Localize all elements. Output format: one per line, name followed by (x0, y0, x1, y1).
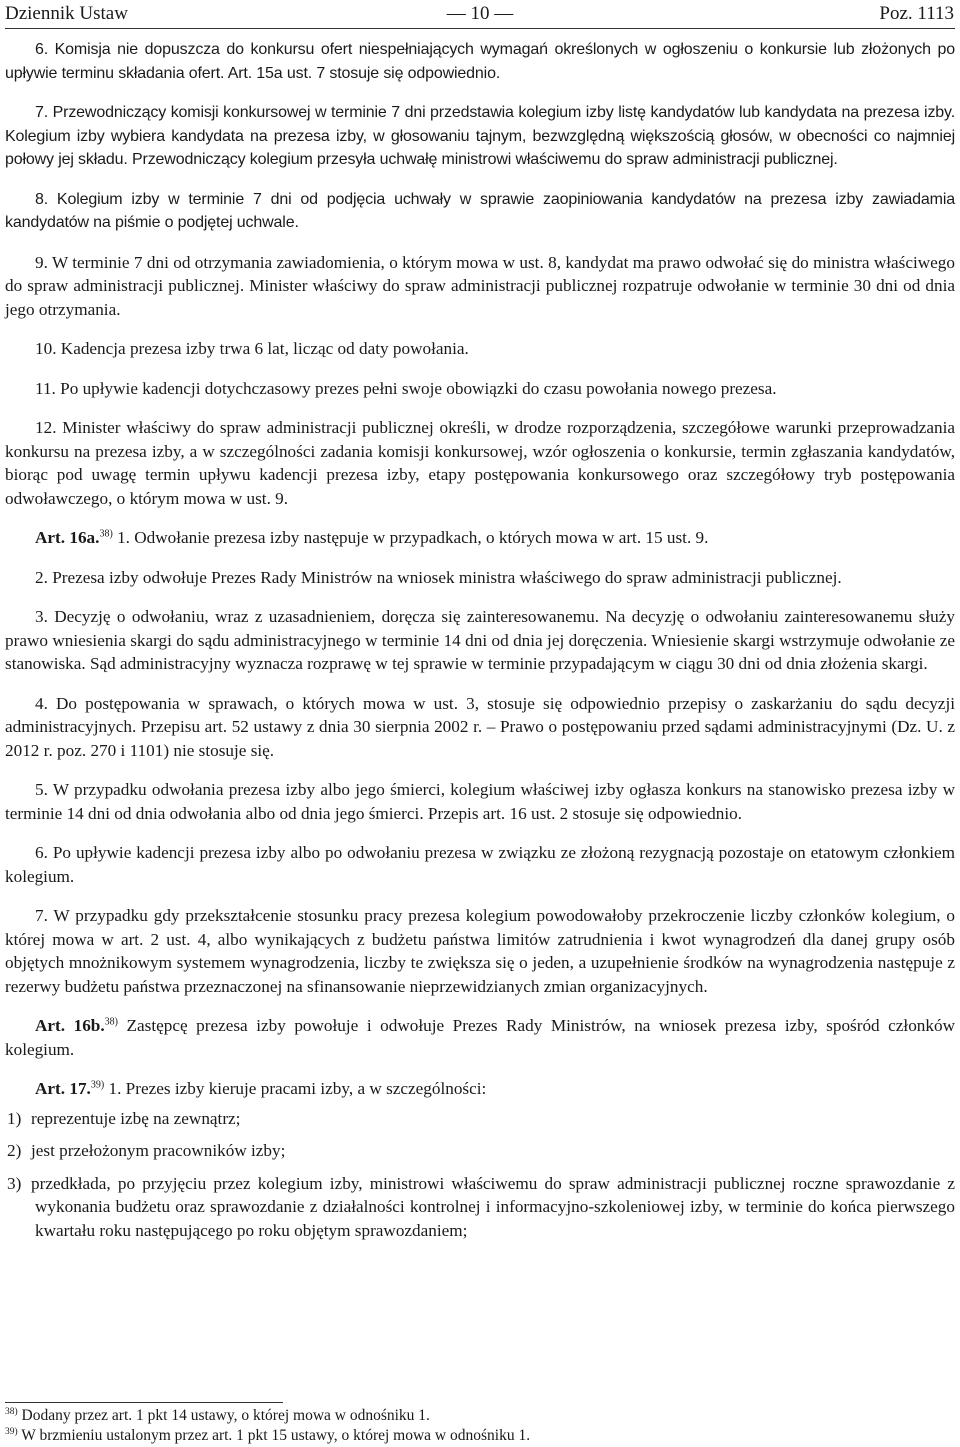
footnote-ref-38: 38) (99, 528, 113, 540)
page-number: — 10 — (446, 3, 514, 24)
position-number: Poz. 1113 (879, 3, 954, 24)
footnote-38 (5, 1406, 955, 1426)
article-16b (5, 1014, 955, 1061)
list-item-number: 3) (7, 1173, 22, 1193)
list-item-number: 2) (7, 1141, 22, 1160)
article-16a-par-6: 6. Po upływie kadencji prezesa izby albo po odwołaniu prezesa w związku ze złożoną rezygnacją pozostaje on etatowym członkiem kolegium. (5, 843, 955, 886)
footnote-mark: 39) (5, 1426, 18, 1437)
article-16a-par-2: 2. Prezesa izby odwołuje Prezes Rady Ministrów na wniosek ministra właściwego do spraw administracji publicznej. (35, 567, 842, 587)
footnote-divider (5, 1402, 283, 1403)
header-divider (5, 28, 955, 29)
article-16a-heading: Art. 16a. (35, 528, 100, 547)
footnote-text: W brzmieniu ustalonym przez art. 1 pkt 15 ustawy, o której mowa w odnośniku 1. (17, 1427, 531, 1444)
paragraph-7: 7. Przewodniczący komisji konkursowej w terminie 7 dni przedstawia kolegium izby listę kandydatów lub kandydata na prezesa izby. Kolegium izby wybiera kandydata na prezesa izby, w głosowaniu tajnym, bezwzględną większością głosów, w obecności co najmniej połowy jej składu. Przewodniczący kolegium przesyła uchwałę ministrowi właściwemu do spraw administracji publicznej. (5, 104, 955, 168)
list-item (5, 1139, 955, 1163)
article-16a-par-4: 4. Do postępowania w sprawach, o których mowa w ust. 3, stosuje się odpowiednio przepisy o zaskarżaniu do sądu decyzji administracyjnych. Przepisu art. 52 ustawy z dnia 30 sierpnia 2002 r. – Prawo o postępowaniu przed sądami administracyjnymi (Dz. U. z 2012 r. poz. 270 i 1101) nie stosuje się. (5, 693, 955, 760)
footnotes (5, 1406, 955, 1446)
paragraph-12: 12. Minister właściwy do spraw administracji publicznej określi, w drodze rozporządzenia, szczegółowe warunki przeprowadzania konkursu na prezesa izby, a w szczególności zadania komisji konkursowej, wzór ogłoszenia o konkursie, termin zgłaszania kandydatów, biorąc pod uwagę termin upływu kadencji prezesa izby, etapy postępowania konkursowego oraz szczegółowy tryb postępowania odwoławczego, o którym mowa w ust. 9. (5, 418, 955, 508)
article-16a-lead: 1. Odwołanie prezesa izby następuje w przypadkach, o których mowa w art. 15 ust. 9. (112, 528, 709, 547)
article-16a (5, 526, 955, 550)
footnote-mark: 38) (5, 1406, 18, 1417)
paragraph-6: 6. Komisja nie dopuszcza do konkursu ofert niespełniających wymagań określonych w ogłoszeniu o konkursie lub złożonych po upływie terminu składania ofert. Art. 15a ust. 7 stosuje się odpowiednio. (5, 41, 955, 82)
page-header (0, 3, 960, 25)
article-17-heading: Art. 17. (35, 1079, 91, 1098)
article-16a-par-7: 7. W przypadku gdy przekształcenie stosunku pracy prezesa kolegium powodowałoby przekroczenie liczby członków kolegium, o której mowa w art. 2 ust. 4, albo wynikających z budżetu państwa limitów zatrudnienia i kwot wynagrodzeń dla danej grupy osób objętych mnożnikowym systemem wynagrodzenia, liczby te zwiększa się o jeden, a uzupełnienie środków na wynagrodzenia następuje z rezerwy budżetu państwa przeznaczonej na sfinansowanie nieprzewidzianych zmian organizacyjnych. (5, 906, 955, 996)
document-body (5, 38, 955, 1251)
article-16b-heading: Art. 16b. (35, 1016, 105, 1035)
paragraph-8: 8. Kolegium izby w terminie 7 dni od podjęcia uchwały w sprawie zaopiniowania kandydatów na prezesa izby zawiadamia kandydatów na piśmie o podjętej uchwale. (5, 190, 955, 231)
footnote-ref-39: 39) (90, 1079, 105, 1091)
paragraph-11: 11. Po upływie kadencji dotychczasowy prezes pełni swoje obowiązki do czasu powołania nowego prezesa. (35, 378, 777, 398)
paragraph-10: 10. Kadencja prezesa izby trwa 6 lat, licząc od daty powołania. (35, 339, 469, 358)
list-item (5, 1107, 955, 1131)
article-17 (5, 1077, 955, 1101)
footnote-ref-38: 38) (104, 1016, 118, 1028)
list-item-text: reprezentuje izbę na zewnątrz; (31, 1108, 241, 1128)
article-16a-par-3: 3. Decyzję o odwołaniu, wraz z uzasadnieniem, doręcza się zainteresowanemu. Na decyzję o odwołaniu zainteresowanemu służy prawo wniesienia skargi do sądu administracyjnego w terminie 14 dni od dnia jej doręczenia. Wniesienie skargi wstrzymuje odwołanie ze stanowiska. Sąd administracyjny wyznacza rozprawę w tej sprawie w terminie przypadającym w ciągu 30 dni od dnia złożenia skargi. (5, 607, 955, 673)
footnote-39 (5, 1426, 955, 1446)
article-17-lead: 1. Prezes izby kieruje pracami izby, a w szczególności: (104, 1079, 487, 1098)
list-item-number: 1) (7, 1108, 22, 1128)
paragraph-9: 9. W terminie 7 dni od otrzymania zawiadomienia, o którym mowa w ust. 8, kandydat ma prawo odwołać się do ministra właściwego do spraw administracji publicznej. Minister właściwy do spraw administracji publicznej rozpatruje odwołanie w terminie 30 dni od dnia jego otrzymania. (5, 252, 955, 319)
footnote-text: Dodany przez art. 1 pkt 14 ustawy, o której mowa w odnośniku 1. (17, 1407, 430, 1424)
list-item-text: jest przełożonym pracowników izby; (31, 1141, 286, 1160)
article-16b-text: Zastępcę prezesa izby powołuje i odwołuje Prezes Rady Ministrów, na wniosek prezesa izby, spośród członków kolegium. (5, 1016, 955, 1059)
journal-title: Dziennik Ustaw (5, 3, 128, 24)
list-item-text: przedkłada, po przyjęciu przez kolegium izby, ministrowi właściwemu do spraw administracji publicznej roczne sprawozdanie z wykonania budżetu oraz sprawozdanie z działalności kontrolnej i informacyjno-szkoleniowej izby, w terminie do końca pierwszego kwartału roku następującego po roku objętym sprawozdaniem; (31, 1173, 955, 1240)
article-16a-par-5: 5. W przypadku odwołania prezesa izby albo jego śmierci, kolegium właściwej izby ogłasza konkurs na stanowisko prezesa izby w terminie 14 dni od dnia odwołania albo od dnia jego śmierci. Przepis art. 16 ust. 2 stosuje się odpowiednio. (5, 780, 955, 823)
list-item (5, 1172, 955, 1243)
